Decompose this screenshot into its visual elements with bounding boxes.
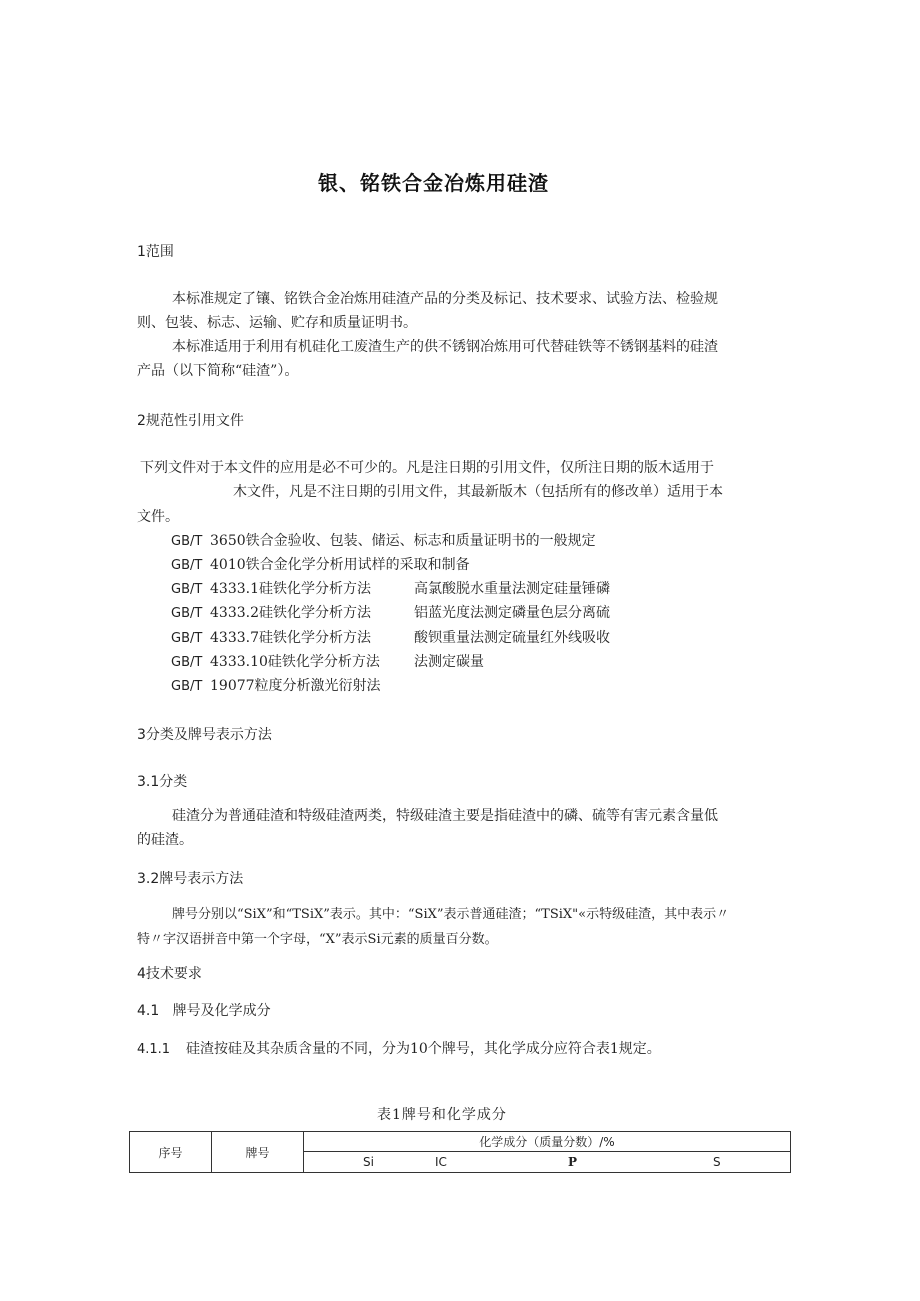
reference-prefix: GB/T: [171, 606, 203, 621]
section-3-2-line-1: 牌号分别以“SiX”和“TSiX”表示。其中：“SiX”表示普通硅渣；“TSiX"«示特级硅渣，其中表示〃: [172, 907, 730, 922]
analysis-method-line: 酸钡重量法测定硫量红外线吸收: [414, 630, 610, 646]
reference-prefix: GB/T: [171, 558, 203, 573]
reference-text: 4333.2硅铁化学分析方法: [210, 605, 371, 621]
reference-text: 4333.1硅铁化学分析方法: [210, 581, 371, 597]
header-chemical-composition: 化学成分（质量分数）/%: [304, 1132, 791, 1152]
section-2-intro-line-3: 文件。: [137, 509, 179, 525]
reference-text: 4333.7硅铁化学分析方法: [210, 630, 371, 646]
table-caption: 表1牌号和化学成分: [377, 1107, 507, 1123]
reference-prefix: GB/T: [171, 582, 203, 597]
section-4-1-1-number: 4.1.1: [137, 1042, 171, 1057]
section-3-1-line-1: 硅渣分为普通硅渣和特级硅渣两类，特级硅渣主要是指硅渣中的磷、硫等有害元素含量低: [172, 808, 718, 824]
reference-text: 3650铁合金验收、包装、储运、标志和质量证明书的一般规定: [210, 533, 596, 549]
section-4-1-1-text: 硅渣按硅及其杂质含量的不同，分为10个牌号，其化学成分应符合表1规定。: [186, 1041, 661, 1057]
reference-text: 4010铁合金化学分析用试样的采取和制备: [210, 557, 470, 573]
section-3-heading: 3分类及牌号表示方法: [137, 727, 272, 743]
reference-prefix: GB/T: [171, 679, 203, 694]
reference-prefix: GB/T: [171, 534, 203, 549]
subheader-element-cell: [304, 1152, 791, 1173]
subheader-si: Si: [363, 1155, 374, 1169]
section-3-1-line-2: 的硅渣。: [137, 832, 193, 848]
section-4-1-heading: 4.1 牌号及化学成分: [137, 1003, 271, 1019]
subheader-s: S: [713, 1155, 721, 1169]
section-2-heading: 2规范性引用文件: [137, 413, 244, 429]
analysis-method-line: 法测定碳量: [414, 654, 484, 670]
subheader-p: P: [568, 1155, 578, 1169]
reference-text: 4333.10硅铁化学分析方法: [210, 654, 380, 670]
section-1-para-2-line-2: 产品（以下简称“硅渣”）。: [137, 363, 299, 379]
document-title: 银、铭铁合金冶炼用硅渣: [318, 171, 549, 195]
section-2-intro-line-2: 木文件，凡是不注日期的引用文件，其最新版木（包括所有的修改单）适用于本: [233, 484, 723, 500]
subheader-c: IC: [435, 1155, 447, 1169]
section-1-para-1-line-1: 本标准规定了镶、铭铁合金冶炼用硅渣产品的分类及标记、技术要求、试验方法、检验规: [172, 291, 718, 307]
section-1-para-1-line-2: 则、包装、标志、运输、贮存和质量证明书。: [137, 315, 417, 331]
section-4-heading: 4技术要求: [137, 966, 202, 982]
header-seq-no: 序号: [130, 1132, 212, 1173]
section-3-2-heading: 3.2牌号表示方法: [137, 871, 244, 887]
reference-text: 19077粒度分析激光衍射法: [210, 678, 381, 694]
section-3-2-line-2: 特〃字汉语拼音中第一个字母，“X”表示Si元素的质量百分数。: [137, 932, 498, 947]
section-3-1-heading: 3.1分类: [137, 774, 188, 790]
section-2-intro-line-1: 下列文件对于本文件的应用是必不可少的。凡是注日期的引用文件，仅所注日期的版木适用于: [140, 460, 714, 476]
reference-prefix: GB/T: [171, 655, 203, 670]
analysis-method-line: 高氯酸脱水重量法测定硅量锤磷: [414, 581, 610, 597]
chemical-composition-table: [129, 1131, 791, 1173]
analysis-method-line: 铝蓝光度法测定磷量色层分离硫: [414, 605, 610, 621]
header-grade: 牌号: [212, 1132, 304, 1173]
section-1-heading: 1范围: [137, 244, 174, 260]
table-header-row: [130, 1132, 791, 1152]
reference-prefix: GB/T: [171, 631, 203, 646]
section-1-para-2-line-1: 本标准适用于利用有机硅化工废渣生产的供不锈钢冶炼用可代替硅铁等不锈钢基料的硅渣: [172, 339, 718, 355]
